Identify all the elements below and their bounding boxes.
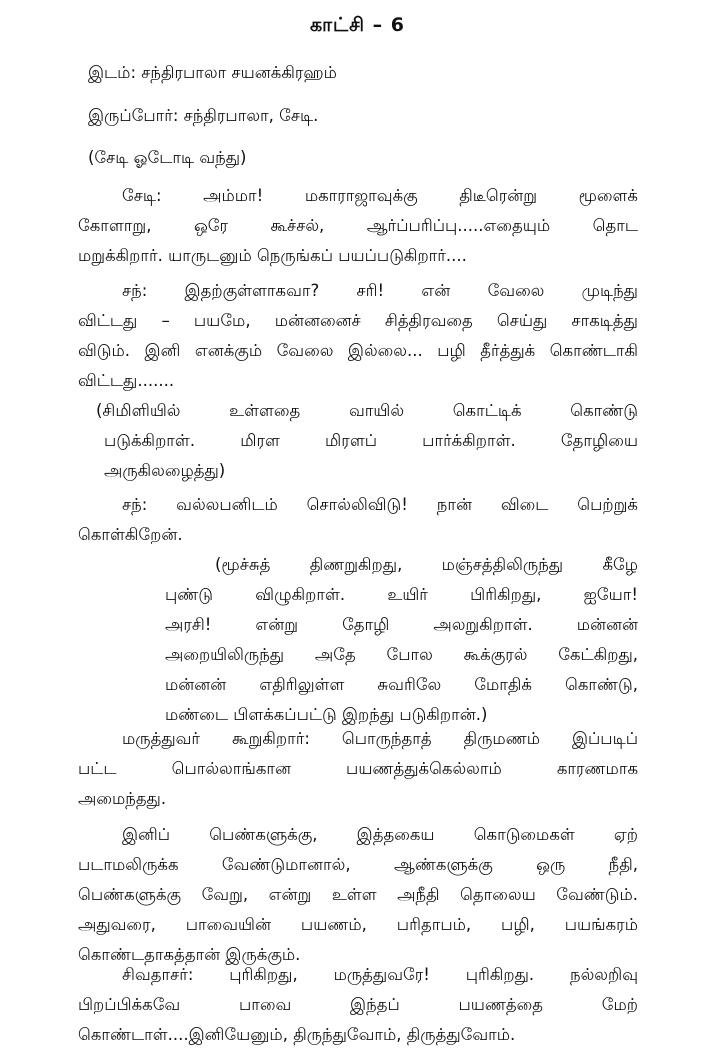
text-line: புண்டு விழுகிறாள். உயிர் பிரிகிறது, ஐயோ! xyxy=(165,585,638,604)
text-line: சந்: வல்லபனிடம் சொல்லிவிடு! நான் விடை பெற்றுக் xyxy=(122,495,638,514)
place-line: இடம்: சந்திரபாலா சயனக்கிரஹம் xyxy=(88,63,337,82)
paragraph-moral xyxy=(78,820,638,970)
text-line: கொள்கிறேன். xyxy=(78,525,183,544)
text-line: கொண்டாள்....இனியேனும், திருந்துவோம், திருத்துவோம். xyxy=(78,1025,516,1044)
scene-title: காட்சி – 6 xyxy=(309,14,406,36)
text-line: விட்டது – பயமே, மன்னனைச் சித்திரவதை செய்து சாகடித்து xyxy=(78,311,638,330)
paragraph-doctor xyxy=(78,724,638,814)
text-line: சேடி: அம்மா! மகாராஜாவுக்கு திடீரென்று மூளைக் xyxy=(122,186,638,205)
text-line: அதுவரை, பாவையின் பயணம், பரிதாபம், பழி, பயங்கரம் xyxy=(78,915,638,934)
paragraph-sivadasar xyxy=(78,960,638,1050)
text-line: மறுக்கிறார். யாருடனும் நெருங்கப் பயப்படுகிறார்.... xyxy=(78,246,467,265)
text-line: பெண்களுக்கு வேறு, என்று உள்ள அநீதி தொலைய வேண்டும். xyxy=(78,885,638,904)
stage-direction-2 xyxy=(96,396,638,486)
text-line: மண்டை பிளக்கப்பட்டு இறந்து படுகிறான்.) xyxy=(165,705,488,724)
text-line: அருகிலழைத்து) xyxy=(104,461,226,480)
paragraph-chan-2 xyxy=(78,490,638,550)
text-line: இனிப் பெண்களுக்கு, இத்தகைய கொடுமைகள் ஏற் xyxy=(122,825,638,844)
text-line: விடும். இனி எனக்கும் வேலை இல்லை... பழி தீர்த்துக் கொண்டாகி xyxy=(78,341,638,360)
text-line: மருத்துவர் கூறுகிறார்: பொருந்தாத் திருமணம் இப்படிப் xyxy=(122,729,638,748)
text-line: கோளாறு, ஒரே கூச்சல், ஆர்ப்பரிப்பு.....எதையும் தொட xyxy=(78,216,638,235)
text-line: (மூச்சுத் திணறுகிறது, மஞ்சத்திலிருந்து கீழே xyxy=(215,555,638,574)
text-line: அறையிலிருந்து அதே போல கூக்குரல் கேட்கிறது, xyxy=(165,645,638,664)
text-line: பட்ட பொல்லாங்கான பயணத்துக்கெல்லாம் காரணமாக xyxy=(78,759,638,778)
text-line: விட்டது....... xyxy=(78,371,175,390)
stage-direction-1: (சேடி ஓடோடி வந்து) xyxy=(88,148,247,167)
text-line: அமைந்தது. xyxy=(78,789,167,808)
text-line: அரசி! என்று தோழி அலறுகிறாள். மன்னன் xyxy=(165,615,638,634)
stage-direction-3 xyxy=(165,550,638,730)
text-line: (சிமிளியில் உள்ளதை வாயில் கொட்டிக் கொண்டு xyxy=(96,401,638,420)
text-line: சந்: இதற்குள்ளாகவா? சரி! என் வேலை முடிந்து xyxy=(122,281,638,300)
text-line: படுக்கிறாள். மிரள மிரளப் பார்க்கிறாள். தோழியை xyxy=(104,431,638,450)
text-line: கொண்டதாகத்தான் இருக்கும். xyxy=(78,945,301,964)
text-line: படாமலிருக்க வேண்டுமானால், ஆண்களுக்கு ஒரு நீதி, xyxy=(78,855,638,874)
text-line: மன்னன் எதிரிலுள்ள சுவரிலே மோதிக் கொண்டு, xyxy=(165,675,638,694)
text-line: சிவதாசர்: புரிகிறது, மருத்துவரே! புரிகிறது. நல்லறிவு xyxy=(122,965,638,984)
present-line: இருப்போர்: சந்திரபாலா, சேடி. xyxy=(88,106,319,125)
paragraph-sedi xyxy=(78,181,638,271)
text-line: பிறப்பிக்கவே பாவை இந்தப் பயணத்தை மேற் xyxy=(78,995,638,1014)
paragraph-chan-1 xyxy=(78,276,638,396)
